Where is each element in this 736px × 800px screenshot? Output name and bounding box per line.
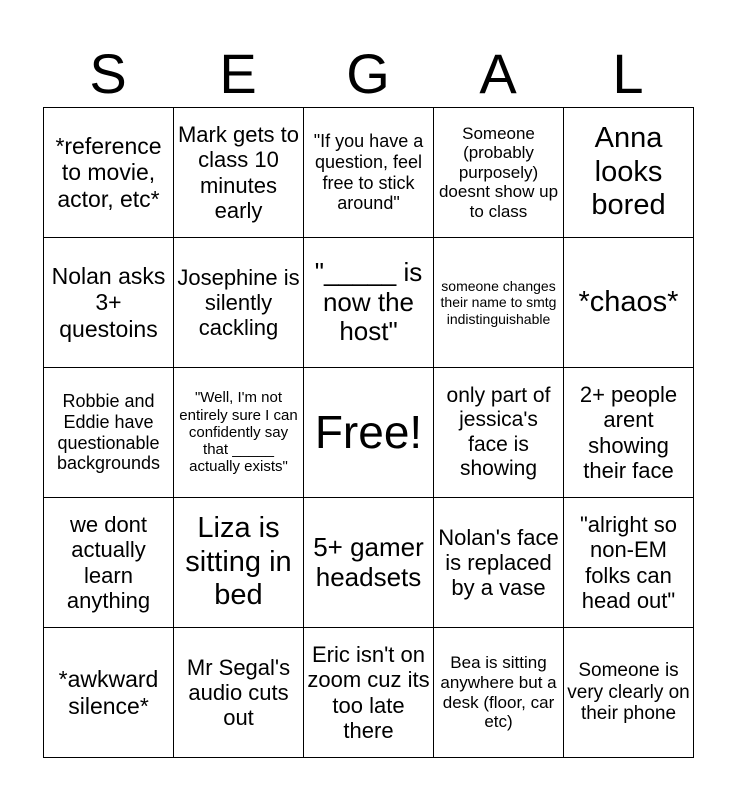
header-letter-l: L [612, 42, 644, 105]
bingo-cell[interactable]: Josephine is silently cackling [174, 238, 304, 368]
bingo-cell[interactable]: "_____ is now the host" [304, 238, 434, 368]
bingo-cell[interactable]: Eric isn't on zoom cuz its too late there [304, 628, 434, 758]
bingo-cell[interactable]: Mr Segal's audio cuts out [174, 628, 304, 758]
bingo-cell[interactable]: we dont actually learn anything [44, 498, 174, 628]
bingo-cell[interactable]: Robbie and Eddie have questionable backgrounds [44, 368, 174, 498]
board-row [44, 238, 694, 368]
board-row [44, 108, 694, 238]
bingo-cell[interactable]: Nolan asks 3+ questoins [44, 238, 174, 368]
bingo-cell[interactable]: Mark gets to class 10 minutes early [174, 108, 304, 238]
bingo-cell[interactable]: *reference to movie, actor, etc* [44, 108, 174, 238]
bingo-cell[interactable]: "If you have a question, feel free to stick around" [304, 108, 434, 238]
bingo-cell-free[interactable]: Free! [304, 368, 434, 498]
bingo-cell[interactable]: Nolan's face is replaced by a vase [434, 498, 564, 628]
bingo-cell[interactable]: Anna looks bored [564, 108, 694, 238]
bingo-cell[interactable]: "alright so non-EM folks can head out" [564, 498, 694, 628]
bingo-cell[interactable]: Someone (probably purposely) doesnt show up to class [434, 108, 564, 238]
board-row [44, 628, 694, 758]
header-letter-a: A [479, 42, 517, 105]
header-letter-g: G [346, 42, 390, 105]
bingo-cell[interactable]: Someone is very clearly on their phone [564, 628, 694, 758]
bingo-cell[interactable]: 5+ gamer headsets [304, 498, 434, 628]
bingo-cell[interactable]: someone changes their name to smtg indistinguishable [434, 238, 564, 368]
bingo-cell[interactable]: 2+ people arent showing their face [564, 368, 694, 498]
bingo-cell[interactable]: *chaos* [564, 238, 694, 368]
header-letter-s: S [89, 42, 127, 105]
bingo-cell[interactable]: "Well, I'm not entirely sure I can confidently say that _____ actually exists" [174, 368, 304, 498]
bingo-header [43, 40, 693, 108]
bingo-board [43, 107, 694, 758]
bingo-cell[interactable]: *awkward silence* [44, 628, 174, 758]
bingo-cell[interactable]: only part of jessica's face is showing [434, 368, 564, 498]
header-letter-e: E [219, 42, 257, 105]
board-row [44, 368, 694, 498]
board-row [44, 498, 694, 628]
bingo-cell[interactable]: Bea is sitting anywhere but a desk (floor, car etc) [434, 628, 564, 758]
bingo-cell[interactable]: Liza is sitting in bed [174, 498, 304, 628]
